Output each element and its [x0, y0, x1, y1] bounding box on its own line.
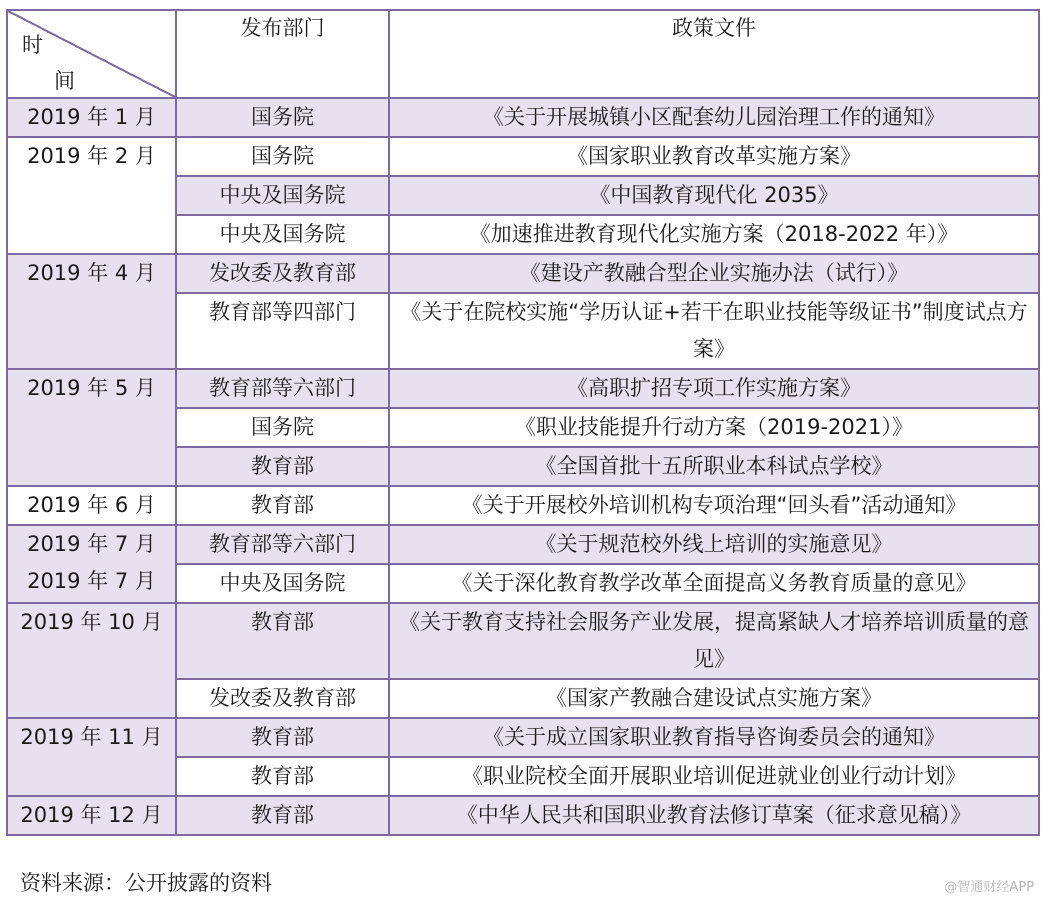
time-cell: 2019 年 11 月	[7, 718, 176, 796]
table-row	[7, 718, 1039, 757]
doc-cell: 《关于开展城镇小区配套幼儿园治理工作的通知》	[389, 98, 1039, 137]
table-header-row	[7, 10, 1039, 98]
time-line: 2019 年 7 月	[27, 569, 156, 593]
doc-cell: 《关于规范校外线上培训的实施意见》	[389, 525, 1039, 564]
dept-cell: 教育部	[176, 486, 389, 525]
doc-cell: 《建设产教融合型企业实施办法（试行）》	[389, 254, 1039, 293]
time-cell: 2019 年 1 月	[7, 98, 176, 137]
dept-cell: 国务院	[176, 98, 389, 137]
source-note: 资料来源：公开披露的资料	[20, 871, 272, 895]
dept-cell: 教育部等六部门	[176, 525, 389, 564]
doc-cell: 《加速推进教育现代化实施方案（2018-2022 年）》	[389, 215, 1039, 254]
doc-cell: 《国家职业教育改革实施方案》	[389, 137, 1039, 176]
dept-cell: 教育部	[176, 757, 389, 796]
policy-table	[6, 9, 1040, 836]
table-row	[7, 254, 1039, 293]
doc-cell: 《全国首批十五所职业本科试点学校》	[389, 447, 1039, 486]
doc-cell: 《中华人民共和国职业教育法修订草案（征求意见稿）》	[389, 796, 1039, 835]
header-time-bottom: 间	[54, 69, 75, 93]
time-cell	[7, 525, 176, 603]
table-row	[7, 486, 1039, 525]
doc-cell: 《关于深化教育教学改革全面提高义务教育质量的意见》	[389, 564, 1039, 603]
dept-cell: 教育部	[176, 447, 389, 486]
header-doc: 政策文件	[389, 10, 1039, 98]
time-line: 2019 年 7 月	[27, 532, 156, 556]
doc-cell: 《职业技能提升行动方案（2019-2021）》	[389, 408, 1039, 447]
dept-cell: 发改委及教育部	[176, 254, 389, 293]
table-row	[7, 137, 1039, 176]
time-cell: 2019 年 5 月	[7, 369, 176, 486]
time-cell: 2019 年 6 月	[7, 486, 176, 525]
dept-cell: 教育部等六部门	[176, 369, 389, 408]
dept-cell: 发改委及教育部	[176, 679, 389, 718]
header-time-top: 时	[22, 33, 43, 57]
time-cell: 2019 年 10 月	[7, 603, 176, 718]
doc-cell: 《关于成立国家职业教育指导咨询委员会的通知》	[389, 718, 1039, 757]
dept-cell: 教育部	[176, 796, 389, 835]
dept-cell: 教育部	[176, 718, 389, 757]
doc-cell: 《国家产教融合建设试点实施方案》	[389, 679, 1039, 718]
dept-cell: 国务院	[176, 137, 389, 176]
time-cell: 2019 年 12 月	[7, 796, 176, 835]
dept-cell: 教育部等四部门	[176, 293, 389, 369]
table-row	[7, 603, 1039, 679]
header-time-cell	[7, 10, 176, 98]
doc-cell: 《关于开展校外培训机构专项治理“回头看”活动通知》	[389, 486, 1039, 525]
time-cell: 2019 年 4 月	[7, 254, 176, 369]
table-row	[7, 369, 1039, 408]
dept-cell: 中央及国务院	[176, 176, 389, 215]
dept-cell: 中央及国务院	[176, 215, 389, 254]
doc-cell: 《关于教育支持社会服务产业发展，提高紧缺人才培养培训质量的意见》	[389, 603, 1039, 679]
table-row	[7, 525, 1039, 564]
doc-cell: 《中国教育现代化 2035》	[389, 176, 1039, 215]
dept-cell: 教育部	[176, 603, 389, 679]
dept-cell: 中央及国务院	[176, 564, 389, 603]
watermark: @智通财经APP	[944, 880, 1034, 895]
doc-cell: 《职业院校全面开展职业培训促进就业创业行动计划》	[389, 757, 1039, 796]
header-dept: 发布部门	[176, 10, 389, 98]
time-cell: 2019 年 2 月	[7, 137, 176, 254]
dept-cell: 国务院	[176, 408, 389, 447]
table-row	[7, 98, 1039, 137]
doc-cell: 《关于在院校实施“学历认证+若干在职业技能等级证书”制度试点方案》	[389, 293, 1039, 369]
doc-cell: 《高职扩招专项工作实施方案》	[389, 369, 1039, 408]
table-row	[7, 796, 1039, 835]
